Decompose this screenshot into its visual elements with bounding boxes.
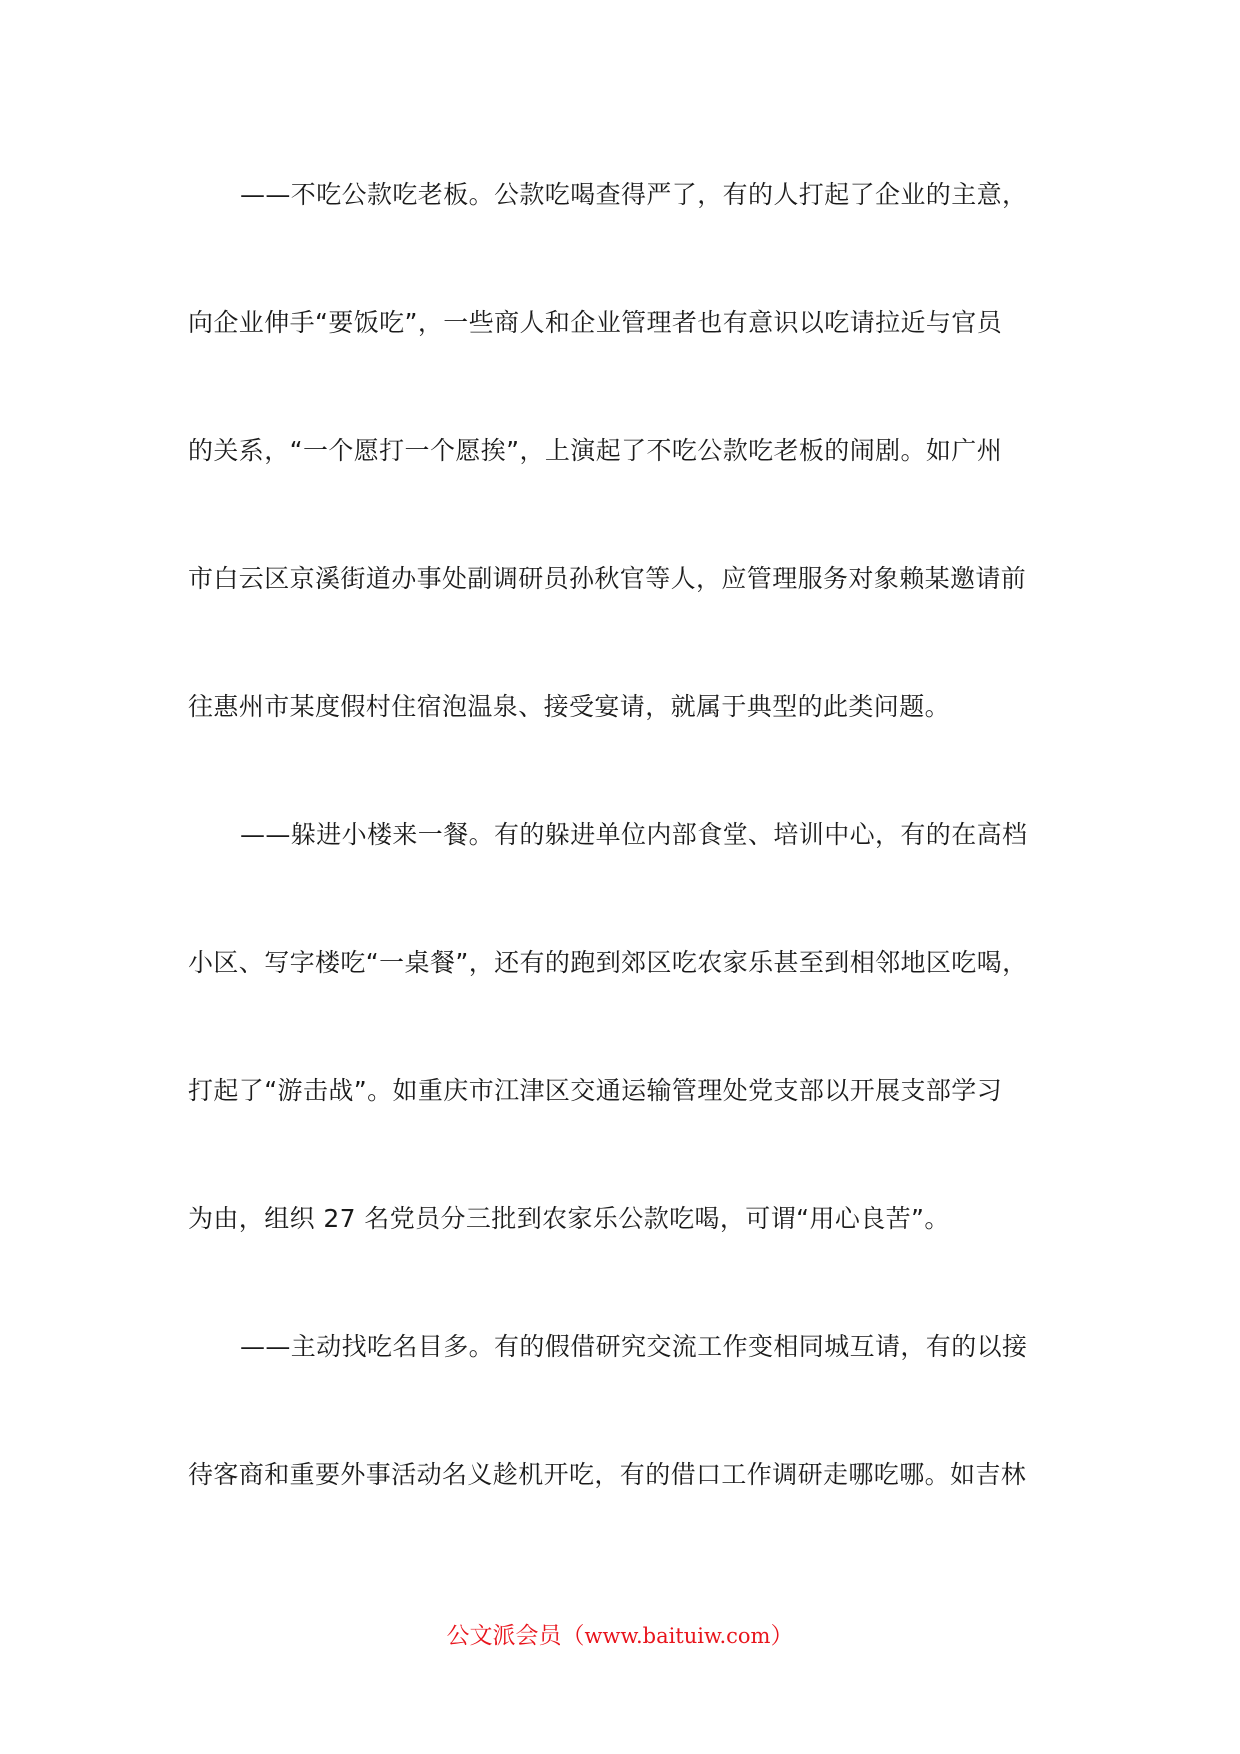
paragraph-line: ——不吃公款吃老板。公款吃喝查得严了，有的人打起了企业的主意，	[240, 180, 1028, 209]
paragraph-line: ——主动找吃名目多。有的假借研究交流工作变相同城互请，有的以接	[240, 1332, 1028, 1361]
paragraph-line: 打起了“游击战”。如重庆市江津区交通运输管理处党支部以开展支部学习	[188, 1076, 1003, 1105]
paragraph-line: 向企业伸手“要饭吃”，一些商人和企业管理者也有意识以吃请拉近与官员	[188, 308, 1003, 337]
paragraph-line: ——躲进小楼来一餐。有的躲进单位内部食堂、培训中心，有的在高档	[240, 820, 1028, 849]
footer-label: 公文派会员（	[446, 1623, 585, 1649]
paragraph-line: 待客商和重要外事活动名义趁机开吃，有的借口工作调研走哪吃哪。如吉林	[188, 1460, 1027, 1489]
footer-link[interactable]: www.baituiw.com	[584, 1624, 771, 1648]
footer-close: ）	[770, 1623, 794, 1649]
paragraph-line: 市白云区京溪街道办事处副调研员孙秋官等人，应管理服务对象赖某邀请前	[188, 564, 1027, 593]
paragraph-line: 小区、写字楼吃“一桌餐”，还有的跑到郊区吃农家乐甚至到相邻地区吃喝，	[188, 948, 1028, 977]
paragraph-line: 为由，组织 27 名党员分三批到农家乐公款吃喝，可谓“用心良苦”。	[188, 1204, 950, 1233]
paragraph-line: 往惠州市某度假村住宿泡温泉、接受宴请，就属于典型的此类问题。	[188, 692, 951, 721]
paragraph-line: 的关系，“一个愿打一个愿挨”，上演起了不吃公款吃老板的闹剧。如广州	[188, 436, 1003, 465]
footer-watermark	[0, 1620, 1240, 1652]
